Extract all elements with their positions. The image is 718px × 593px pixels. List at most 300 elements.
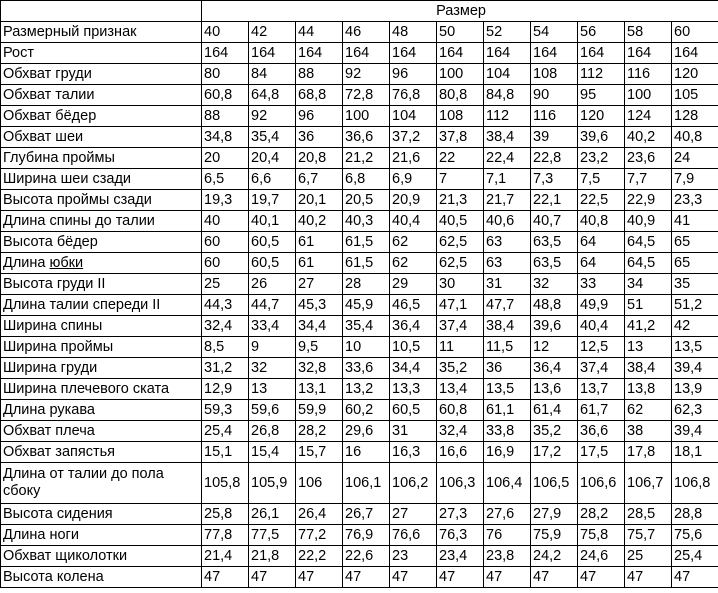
value-cell: 41,2 [625, 316, 672, 337]
value-cell: 35 [672, 274, 718, 295]
value-cell: 63 [484, 232, 531, 253]
value-cell: 44,3 [202, 295, 249, 316]
value-cell: 76,9 [343, 525, 390, 546]
value-cell: 16,9 [484, 442, 531, 463]
table-row [1, 525, 718, 546]
value-cell: 112 [484, 106, 531, 127]
value-cell: 40,4 [390, 211, 437, 232]
value-cell: 84 [249, 64, 296, 85]
value-cell: 13,5 [484, 379, 531, 400]
value-cell: 88 [296, 64, 343, 85]
value-cell: 60 [672, 22, 718, 43]
value-cell: 40,1 [249, 211, 296, 232]
value-cell: 37,4 [437, 316, 484, 337]
value-cell: 64,8 [249, 85, 296, 106]
value-cell: 38 [625, 421, 672, 442]
value-cell: 21,4 [202, 546, 249, 567]
row-label: Глубина проймы [1, 148, 202, 169]
value-cell: 60,8 [437, 400, 484, 421]
value-cell: 31 [484, 274, 531, 295]
value-cell: 96 [296, 106, 343, 127]
value-cell: 88 [202, 106, 249, 127]
value-cell: 58 [625, 22, 672, 43]
value-cell: 39,6 [531, 316, 578, 337]
value-cell: 13,4 [437, 379, 484, 400]
value-cell: 51,2 [672, 295, 718, 316]
row-label: Ширина плечевого ската [1, 379, 202, 400]
value-cell: 76 [484, 525, 531, 546]
value-cell: 64 [578, 253, 625, 274]
value-cell: 104 [390, 106, 437, 127]
value-cell: 62,5 [437, 253, 484, 274]
value-cell: 33,4 [249, 316, 296, 337]
value-cell: 77,8 [202, 525, 249, 546]
value-cell: 41 [672, 211, 718, 232]
value-cell: 62 [625, 400, 672, 421]
value-cell: 28,8 [672, 504, 718, 525]
value-cell: 95 [578, 85, 625, 106]
value-cell: 20,9 [390, 190, 437, 211]
value-cell: 164 [202, 43, 249, 64]
value-cell: 6,6 [249, 169, 296, 190]
value-cell: 20,5 [343, 190, 390, 211]
value-cell: 21,8 [249, 546, 296, 567]
value-cell: 164 [578, 43, 625, 64]
value-cell: 164 [249, 43, 296, 64]
row-label: Высота колена [1, 567, 202, 588]
value-cell: 13,5 [672, 337, 718, 358]
value-cell: 22,1 [531, 190, 578, 211]
value-cell: 40,2 [296, 211, 343, 232]
row-label: Обхват бёдер [1, 106, 202, 127]
value-cell: 42 [249, 22, 296, 43]
value-cell: 60,5 [390, 400, 437, 421]
value-cell: 47 [390, 567, 437, 588]
row-label: Высота бёдер [1, 232, 202, 253]
value-cell: 44,7 [249, 295, 296, 316]
table-row [1, 421, 718, 442]
value-cell: 10 [343, 337, 390, 358]
value-cell: 164 [672, 43, 718, 64]
value-cell: 47 [578, 567, 625, 588]
value-cell: 112 [578, 64, 625, 85]
value-cell: 164 [343, 43, 390, 64]
value-cell: 15,7 [296, 442, 343, 463]
value-cell: 106 [296, 463, 343, 504]
value-cell: 17,5 [578, 442, 625, 463]
value-cell: 30 [437, 274, 484, 295]
value-cell: 26 [249, 274, 296, 295]
value-cell: 40,2 [625, 127, 672, 148]
value-cell: 105,9 [249, 463, 296, 504]
table-body [1, 22, 718, 588]
value-cell: 28,2 [296, 421, 343, 442]
value-cell: 27 [296, 274, 343, 295]
value-cell: 13,6 [531, 379, 578, 400]
value-cell: 40,9 [625, 211, 672, 232]
value-cell: 31 [390, 421, 437, 442]
value-cell: 76,6 [390, 525, 437, 546]
value-cell: 21,7 [484, 190, 531, 211]
value-cell: 106,2 [390, 463, 437, 504]
value-cell: 24,6 [578, 546, 625, 567]
value-cell: 24 [672, 148, 718, 169]
value-cell: 47 [672, 567, 718, 588]
value-cell: 60,5 [249, 253, 296, 274]
value-cell: 13,7 [578, 379, 625, 400]
value-cell: 61 [296, 232, 343, 253]
header-row [1, 1, 718, 22]
value-cell: 64 [578, 232, 625, 253]
value-cell: 46 [343, 22, 390, 43]
value-cell: 62 [390, 253, 437, 274]
value-cell: 38,4 [484, 316, 531, 337]
value-cell: 33 [578, 274, 625, 295]
value-cell: 37,2 [390, 127, 437, 148]
value-cell: 164 [437, 43, 484, 64]
value-cell: 164 [625, 43, 672, 64]
value-cell: 26,8 [249, 421, 296, 442]
value-cell: 106,3 [437, 463, 484, 504]
table-row [1, 463, 718, 504]
table-row [1, 546, 718, 567]
value-cell: 28 [343, 274, 390, 295]
value-cell: 116 [625, 64, 672, 85]
value-cell: 47 [249, 567, 296, 588]
row-label: Обхват щиколотки [1, 546, 202, 567]
row-label: Ширина проймы [1, 337, 202, 358]
table-row [1, 190, 718, 211]
value-cell: 36 [296, 127, 343, 148]
value-cell: 16,6 [437, 442, 484, 463]
value-cell: 62 [390, 232, 437, 253]
value-cell: 6,5 [202, 169, 249, 190]
table-row [1, 169, 718, 190]
value-cell: 36,6 [343, 127, 390, 148]
value-cell: 37,4 [578, 358, 625, 379]
value-cell: 18,1 [672, 442, 718, 463]
value-cell: 164 [390, 43, 437, 64]
value-cell: 106,1 [343, 463, 390, 504]
value-cell: 23,8 [484, 546, 531, 567]
size-header: Размер [202, 1, 718, 22]
value-cell: 6,9 [390, 169, 437, 190]
value-cell: 61,1 [484, 400, 531, 421]
row-label-link[interactable]: юбки [49, 254, 84, 271]
value-cell: 106,5 [531, 463, 578, 504]
value-cell: 105 [672, 85, 718, 106]
value-cell: 13 [625, 337, 672, 358]
value-cell: 13,3 [390, 379, 437, 400]
value-cell: 13,8 [625, 379, 672, 400]
value-cell: 47 [343, 567, 390, 588]
value-cell: 26,1 [249, 504, 296, 525]
value-cell: 12 [531, 337, 578, 358]
value-cell: 47 [531, 567, 578, 588]
value-cell: 63,5 [531, 253, 578, 274]
value-cell: 19,3 [202, 190, 249, 211]
value-cell: 76,8 [390, 85, 437, 106]
row-label: Длина ноги [1, 525, 202, 546]
value-cell: 9 [249, 337, 296, 358]
row-label: Размерный признак [1, 22, 202, 43]
value-cell: 96 [390, 64, 437, 85]
table-row [1, 43, 718, 64]
value-cell: 38,4 [484, 127, 531, 148]
value-cell: 40 [202, 22, 249, 43]
value-cell: 40,7 [531, 211, 578, 232]
value-cell: 47 [625, 567, 672, 588]
value-cell: 52 [484, 22, 531, 43]
value-cell: 100 [625, 85, 672, 106]
value-cell: 39,4 [672, 358, 718, 379]
value-cell: 47 [484, 567, 531, 588]
value-cell: 45,3 [296, 295, 343, 316]
value-cell: 40 [202, 211, 249, 232]
value-cell: 26,7 [343, 504, 390, 525]
value-cell: 116 [531, 106, 578, 127]
value-cell: 39,6 [578, 127, 625, 148]
row-label: Высота сидения [1, 504, 202, 525]
value-cell: 7 [437, 169, 484, 190]
value-cell: 45,9 [343, 295, 390, 316]
value-cell: 25,8 [202, 504, 249, 525]
value-cell: 108 [437, 106, 484, 127]
value-cell: 22 [437, 148, 484, 169]
value-cell: 76,3 [437, 525, 484, 546]
value-cell: 19,7 [249, 190, 296, 211]
value-cell: 40,8 [672, 127, 718, 148]
value-cell: 12,9 [202, 379, 249, 400]
value-cell: 54 [531, 22, 578, 43]
value-cell: 40,5 [437, 211, 484, 232]
row-label: Ширина спины [1, 316, 202, 337]
value-cell: 27,9 [531, 504, 578, 525]
value-cell: 40,8 [578, 211, 625, 232]
row-label: Обхват запястья [1, 442, 202, 463]
value-cell: 20,1 [296, 190, 343, 211]
value-cell: 47 [202, 567, 249, 588]
row-label: Высота проймы сзади [1, 190, 202, 211]
value-cell: 61,4 [531, 400, 578, 421]
value-cell: 17,2 [531, 442, 578, 463]
value-cell: 65 [672, 232, 718, 253]
row-label: Ширина шеи сзади [1, 169, 202, 190]
value-cell: 65 [672, 253, 718, 274]
table-row [1, 316, 718, 337]
value-cell: 47,7 [484, 295, 531, 316]
value-cell: 25 [625, 546, 672, 567]
table-row [1, 274, 718, 295]
value-cell: 124 [625, 106, 672, 127]
value-cell: 40,6 [484, 211, 531, 232]
value-cell: 51 [625, 295, 672, 316]
row-label: Длина спины до талии [1, 211, 202, 232]
value-cell: 13 [249, 379, 296, 400]
value-cell: 35,4 [249, 127, 296, 148]
row-label: Обхват шеи [1, 127, 202, 148]
value-cell: 27 [390, 504, 437, 525]
value-cell: 62,3 [672, 400, 718, 421]
value-cell: 16 [343, 442, 390, 463]
value-cell: 77,5 [249, 525, 296, 546]
row-label: Высота груди II [1, 274, 202, 295]
value-cell: 75,9 [531, 525, 578, 546]
value-cell: 6,8 [343, 169, 390, 190]
row-label: Обхват талии [1, 85, 202, 106]
value-cell: 106,4 [484, 463, 531, 504]
value-cell: 6,7 [296, 169, 343, 190]
value-cell: 22,8 [531, 148, 578, 169]
value-cell: 32 [531, 274, 578, 295]
value-cell: 60 [202, 232, 249, 253]
value-cell: 49,9 [578, 295, 625, 316]
value-cell: 63 [484, 253, 531, 274]
value-cell: 47 [296, 567, 343, 588]
value-cell: 164 [484, 43, 531, 64]
value-cell: 11 [437, 337, 484, 358]
value-cell: 47,1 [437, 295, 484, 316]
value-cell: 37,8 [437, 127, 484, 148]
value-cell: 20 [202, 148, 249, 169]
value-cell: 34,4 [390, 358, 437, 379]
value-cell: 106,6 [578, 463, 625, 504]
value-cell: 13,9 [672, 379, 718, 400]
value-cell: 32,4 [202, 316, 249, 337]
value-cell: 28,2 [578, 504, 625, 525]
value-cell: 38,4 [625, 358, 672, 379]
value-cell: 59,9 [296, 400, 343, 421]
value-cell: 105,8 [202, 463, 249, 504]
value-cell: 23,2 [578, 148, 625, 169]
value-cell: 39 [531, 127, 578, 148]
row-label: Ширина груди [1, 358, 202, 379]
value-cell: 29,6 [343, 421, 390, 442]
value-cell: 75,6 [672, 525, 718, 546]
table-row [1, 567, 718, 588]
value-cell: 26,4 [296, 504, 343, 525]
value-cell: 100 [343, 106, 390, 127]
value-cell: 7,9 [672, 169, 718, 190]
value-cell: 92 [343, 64, 390, 85]
value-cell: 84,8 [484, 85, 531, 106]
value-cell: 21,3 [437, 190, 484, 211]
value-cell: 23,6 [625, 148, 672, 169]
value-cell: 36,4 [390, 316, 437, 337]
value-cell: 22,9 [625, 190, 672, 211]
header-empty-cell [1, 1, 202, 22]
row-label: Длина рукава [1, 400, 202, 421]
value-cell: 77,2 [296, 525, 343, 546]
value-cell: 8,5 [202, 337, 249, 358]
value-cell: 120 [578, 106, 625, 127]
value-cell: 61 [296, 253, 343, 274]
value-cell: 15,4 [249, 442, 296, 463]
table-row [1, 379, 718, 400]
value-cell: 33,6 [343, 358, 390, 379]
row-label: Длина талии спереди II [1, 295, 202, 316]
value-cell: 75,8 [578, 525, 625, 546]
row-label: Длина от талии до пола сбоку [1, 463, 202, 504]
value-cell: 7,3 [531, 169, 578, 190]
value-cell: 9,5 [296, 337, 343, 358]
value-cell: 10,5 [390, 337, 437, 358]
value-cell: 17,8 [625, 442, 672, 463]
value-cell: 63,5 [531, 232, 578, 253]
table-row [1, 148, 718, 169]
table-row [1, 337, 718, 358]
value-cell: 64,5 [625, 232, 672, 253]
value-cell: 40,4 [578, 316, 625, 337]
table-row [1, 442, 718, 463]
value-cell: 28,5 [625, 504, 672, 525]
value-cell: 7,5 [578, 169, 625, 190]
table-row [1, 85, 718, 106]
value-cell: 22,6 [343, 546, 390, 567]
table-row [1, 358, 718, 379]
row-label: Рост [1, 43, 202, 64]
value-cell: 13,2 [343, 379, 390, 400]
value-cell: 34,4 [296, 316, 343, 337]
value-cell: 59,6 [249, 400, 296, 421]
value-cell: 7,1 [484, 169, 531, 190]
value-cell: 22,5 [578, 190, 625, 211]
value-cell: 100 [437, 64, 484, 85]
value-cell: 108 [531, 64, 578, 85]
value-cell: 21,6 [390, 148, 437, 169]
value-cell: 22,2 [296, 546, 343, 567]
value-cell: 47 [437, 567, 484, 588]
value-cell: 44 [296, 22, 343, 43]
value-cell: 36,4 [531, 358, 578, 379]
row-label: Обхват плеча [1, 421, 202, 442]
value-cell: 68,8 [296, 85, 343, 106]
value-cell: 25 [202, 274, 249, 295]
value-cell: 106,7 [625, 463, 672, 504]
value-cell: 60,5 [249, 232, 296, 253]
value-cell: 80 [202, 64, 249, 85]
value-cell: 32,4 [437, 421, 484, 442]
table-row [1, 22, 718, 43]
row-label: Обхват груди [1, 64, 202, 85]
value-cell: 60 [202, 253, 249, 274]
value-cell: 21,2 [343, 148, 390, 169]
table-row [1, 295, 718, 316]
value-cell: 80,8 [437, 85, 484, 106]
value-cell: 60,8 [202, 85, 249, 106]
value-cell: 36 [484, 358, 531, 379]
value-cell: 34,8 [202, 127, 249, 148]
value-cell: 32 [249, 358, 296, 379]
table-row [1, 504, 718, 525]
value-cell: 23,3 [672, 190, 718, 211]
value-cell: 12,5 [578, 337, 625, 358]
value-cell: 128 [672, 106, 718, 127]
value-cell: 22,4 [484, 148, 531, 169]
value-cell: 164 [296, 43, 343, 64]
table-row [1, 253, 718, 274]
table-row [1, 64, 718, 85]
value-cell: 48 [390, 22, 437, 43]
value-cell: 35,2 [437, 358, 484, 379]
value-cell: 60,2 [343, 400, 390, 421]
value-cell: 20,8 [296, 148, 343, 169]
value-cell: 11,5 [484, 337, 531, 358]
value-cell: 7,7 [625, 169, 672, 190]
value-cell: 120 [672, 64, 718, 85]
value-cell: 29 [390, 274, 437, 295]
value-cell: 39,4 [672, 421, 718, 442]
